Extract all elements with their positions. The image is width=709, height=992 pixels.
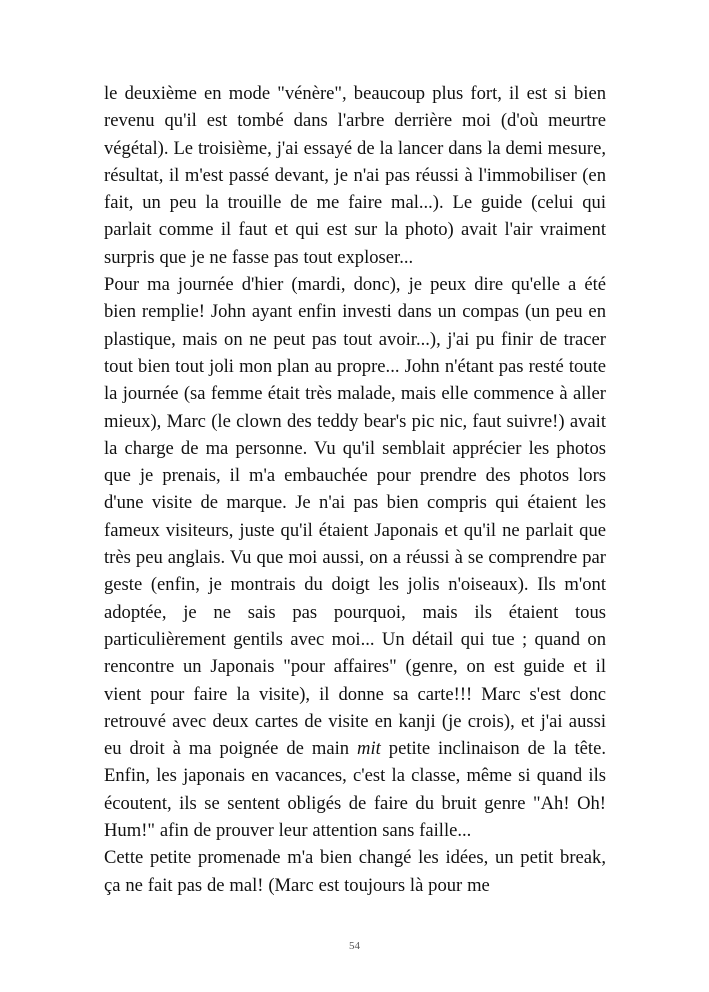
paragraph-1	[104, 80, 606, 271]
paragraph-3	[104, 844, 606, 899]
paragraph-2-italic-word: mit	[357, 738, 381, 760]
paragraph-1-text: le deuxième en mode "vénère", beaucoup plus fort, il est si bien revenu qu'il est tombé dans l'arbre derrière moi (d'où meurtre végétal). Le troisième, j'ai essayé de la lancer dans la demi mesure, résultat, il m'est passé devant, je n'ai pas réussi à l'immobiliser (en fait, un peu la trouille de me faire mal...). Le guide (celui qui parlait comme il faut et qui est sur la photo) avait l'air vraiment surpris que je ne fasse pas tout exploser...	[104, 83, 606, 268]
paragraph-2-text-b: petite inclinaison de la tête. Enfin, les japonais en vacances, c'est la classe, même si quand ils écoutent, ils se sentent obligés de faire du bruit genre "Ah! Oh! Hum!" afin de prouver leur attention sans faille...	[104, 738, 606, 842]
paragraph-2-text-a: Pour ma journée d'hier (mardi, donc), je peux dire qu'elle a été bien remplie! John ayant enfin investi dans un compas (un peu en plastique, mais on ne peut pas tout avoir...), j'ai pu finir de tracer tout bien tout joli mon plan au propre... John n'étant pas resté toute la journée (sa femme était très malade, mais elle commence à aller mieux), Marc (le clown des teddy bear's pic nic, faut suivre!) avait la charge de ma personne. Vu qu'il semblait apprécier les photos que je prenais, il m'a embauchée pour prendre des photos lors d'une visite de marque. Je n'ai pas bien compris qui étaient les fameux visiteurs, juste qu'il étaient Japonais et qu'il ne parlait que très peu anglais. Vu que moi aussi, on a réussi à se comprendre par geste (enfin, je montrais du doigt les jolis n'oiseaux). Ils m'ont adoptée, je ne sais pas pourquoi, mais ils étaient tous particulièrement gentils avec moi... Un détail qui tue ; quand on rencontre un Japonais "pour affaires" (genre, on est guide et il vient pour faire la visite), il donne sa carte!!! Marc s'est donc retrouvé avec deux cartes de visite en kanji (je crois), et j'ai aussi eu droit à ma poignée de main	[104, 274, 606, 760]
paragraph-2	[104, 271, 606, 844]
body-text	[104, 80, 606, 899]
paragraph-3-text: Cette petite promenade m'a bien changé les idées, un petit break, ça ne fait pas de mal! (Marc est toujours là pour me	[104, 847, 606, 896]
page-number: 54	[349, 940, 360, 952]
